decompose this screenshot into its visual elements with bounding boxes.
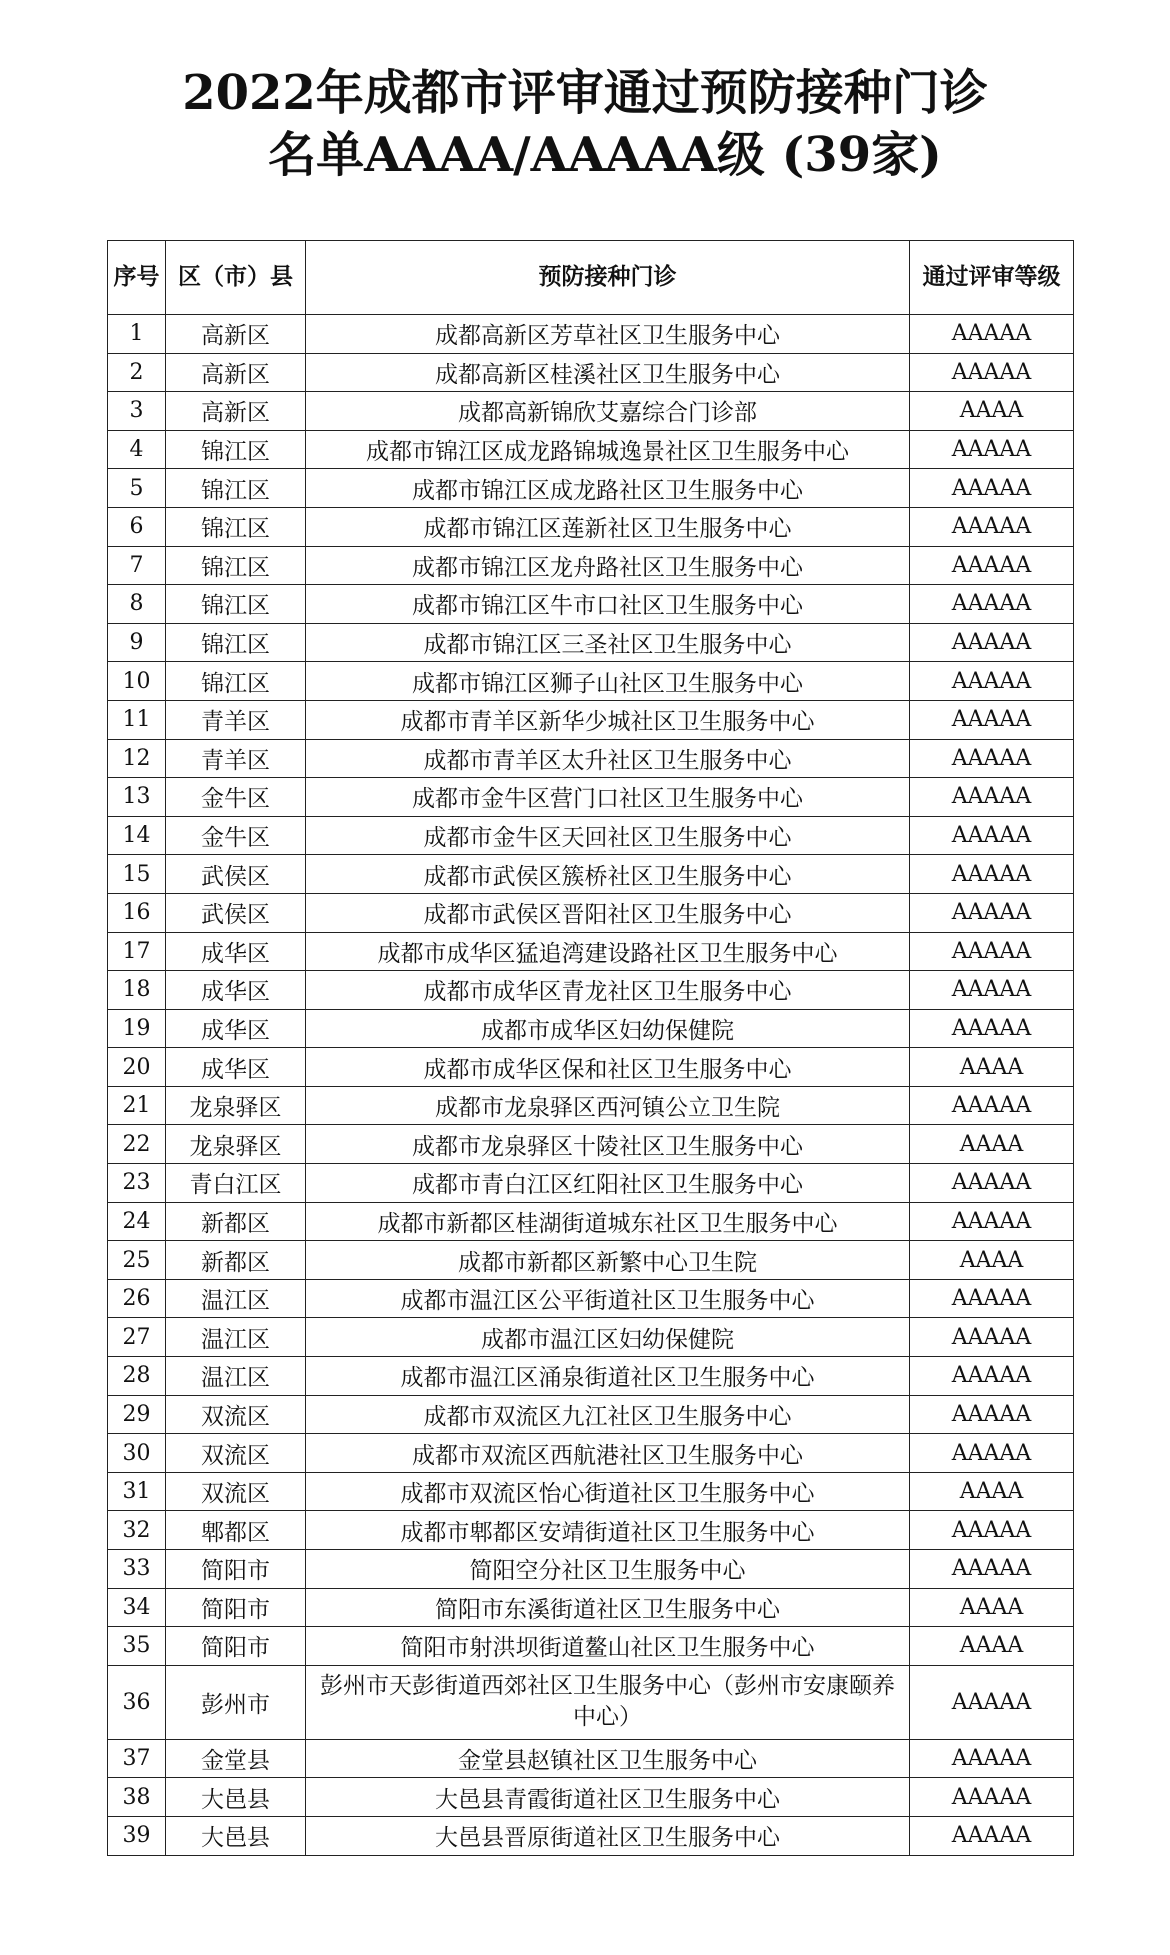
row-index: 5 xyxy=(108,469,166,508)
table-row xyxy=(108,1009,1074,1048)
row-index: 16 xyxy=(108,893,166,932)
row-clinic-name: 简阳空分社区卫生服务中心 xyxy=(306,1550,910,1589)
row-level: AAAAA xyxy=(910,1511,1074,1550)
row-index: 25 xyxy=(108,1241,166,1280)
header-index: 序号 xyxy=(108,241,166,315)
row-clinic-name: 成都市金牛区营门口社区卫生服务中心 xyxy=(306,778,910,817)
row-index: 1 xyxy=(108,315,166,354)
row-level: AAAAA xyxy=(910,430,1074,469)
row-level: AAAAA xyxy=(910,1778,1074,1817)
table-header-row xyxy=(108,241,1074,315)
row-index: 12 xyxy=(108,739,166,778)
row-level: AAAAA xyxy=(910,1279,1074,1318)
row-clinic-name: 成都市郫都区安靖街道社区卫生服务中心 xyxy=(306,1511,910,1550)
table-row xyxy=(108,430,1074,469)
table-row xyxy=(108,1318,1074,1357)
row-index: 14 xyxy=(108,816,166,855)
row-index: 20 xyxy=(108,1048,166,1087)
title-line-2: 名单AAAA/AAAAA级 (39家) xyxy=(268,127,942,183)
row-district: 成华区 xyxy=(166,1048,306,1087)
row-level: AAAAA xyxy=(910,1739,1074,1778)
row-level: AAAAA xyxy=(910,893,1074,932)
row-district: 成华区 xyxy=(166,932,306,971)
row-level: AAAAA xyxy=(910,353,1074,392)
row-district: 郫都区 xyxy=(166,1511,306,1550)
row-index: 8 xyxy=(108,585,166,624)
table-row xyxy=(108,1627,1074,1666)
table-row xyxy=(108,932,1074,971)
row-level: AAAAA xyxy=(910,315,1074,354)
row-district: 简阳市 xyxy=(166,1627,306,1666)
row-level: AAAAA xyxy=(910,1009,1074,1048)
row-level: AAAA xyxy=(910,1125,1074,1164)
row-clinic-name: 简阳市射洪坝街道鳌山社区卫生服务中心 xyxy=(306,1627,910,1666)
row-district: 温江区 xyxy=(166,1357,306,1396)
row-clinic-name: 成都市成华区保和社区卫生服务中心 xyxy=(306,1048,910,1087)
header-clinic: 预防接种门诊 xyxy=(306,241,910,315)
table-row xyxy=(108,353,1074,392)
row-level: AAAA xyxy=(910,1241,1074,1280)
row-level: AAAAA xyxy=(910,1202,1074,1241)
row-district: 锦江区 xyxy=(166,546,306,585)
row-index: 13 xyxy=(108,778,166,817)
row-district: 青白江区 xyxy=(166,1164,306,1203)
row-level: AAAAA xyxy=(910,1357,1074,1396)
row-level: AAAAA xyxy=(910,1164,1074,1203)
row-index: 27 xyxy=(108,1318,166,1357)
row-clinic-name: 成都高新区芳草社区卫生服务中心 xyxy=(306,315,910,354)
table-row xyxy=(108,1048,1074,1087)
table-row xyxy=(108,1665,1074,1739)
title-line-1: 2022年成都市评审通过预防接种门诊 xyxy=(182,65,988,121)
row-level: AAAA xyxy=(910,1048,1074,1087)
table-row xyxy=(108,1164,1074,1203)
table-row xyxy=(108,1279,1074,1318)
row-district: 温江区 xyxy=(166,1279,306,1318)
row-district: 龙泉驿区 xyxy=(166,1086,306,1125)
row-district: 大邑县 xyxy=(166,1778,306,1817)
row-clinic-name: 彭州市天彭街道西郊社区卫生服务中心（彭州市安康颐养中心） xyxy=(306,1665,910,1739)
row-district: 高新区 xyxy=(166,353,306,392)
row-index: 37 xyxy=(108,1739,166,1778)
table-row xyxy=(108,623,1074,662)
row-index: 22 xyxy=(108,1125,166,1164)
table-row xyxy=(108,971,1074,1010)
row-clinic-name: 成都市温江区涌泉街道社区卫生服务中心 xyxy=(306,1357,910,1396)
row-index: 6 xyxy=(108,507,166,546)
table-row xyxy=(108,1472,1074,1511)
row-clinic-name: 成都市锦江区牛市口社区卫生服务中心 xyxy=(306,585,910,624)
row-index: 35 xyxy=(108,1627,166,1666)
row-clinic-name: 成都市双流区九江社区卫生服务中心 xyxy=(306,1395,910,1434)
row-district: 大邑县 xyxy=(166,1816,306,1855)
row-district: 双流区 xyxy=(166,1434,306,1473)
row-district: 青羊区 xyxy=(166,700,306,739)
row-level: AAAAA xyxy=(910,739,1074,778)
row-index: 26 xyxy=(108,1279,166,1318)
row-district: 双流区 xyxy=(166,1395,306,1434)
row-district: 锦江区 xyxy=(166,662,306,701)
row-clinic-name: 成都市锦江区莲新社区卫生服务中心 xyxy=(306,507,910,546)
header-level: 通过评审等级 xyxy=(910,241,1074,315)
row-level: AAAAA xyxy=(910,469,1074,508)
row-level: AAAAA xyxy=(910,778,1074,817)
row-index: 30 xyxy=(108,1434,166,1473)
table-row xyxy=(108,662,1074,701)
row-clinic-name: 成都市成华区青龙社区卫生服务中心 xyxy=(306,971,910,1010)
table-row xyxy=(108,1125,1074,1164)
row-district: 简阳市 xyxy=(166,1588,306,1627)
row-clinic-name: 成都市龙泉驿区西河镇公立卫生院 xyxy=(306,1086,910,1125)
row-district: 简阳市 xyxy=(166,1550,306,1589)
table-row xyxy=(108,1241,1074,1280)
row-index: 31 xyxy=(108,1472,166,1511)
row-index: 33 xyxy=(108,1550,166,1589)
table-row xyxy=(108,1511,1074,1550)
row-level: AAAAA xyxy=(910,1395,1074,1434)
row-level: AAAAA xyxy=(910,546,1074,585)
table-row xyxy=(108,392,1074,431)
row-clinic-name: 成都市温江区公平街道社区卫生服务中心 xyxy=(306,1279,910,1318)
row-district: 锦江区 xyxy=(166,585,306,624)
row-index: 11 xyxy=(108,700,166,739)
row-clinic-name: 成都市青羊区新华少城社区卫生服务中心 xyxy=(306,700,910,739)
row-index: 21 xyxy=(108,1086,166,1125)
row-district: 金牛区 xyxy=(166,778,306,817)
row-clinic-name: 成都市双流区西航港社区卫生服务中心 xyxy=(306,1434,910,1473)
row-level: AAAAA xyxy=(910,1086,1074,1125)
table-row xyxy=(108,1395,1074,1434)
row-district: 锦江区 xyxy=(166,430,306,469)
row-clinic-name: 大邑县晋原街道社区卫生服务中心 xyxy=(306,1816,910,1855)
table-row xyxy=(108,1778,1074,1817)
row-district: 金堂县 xyxy=(166,1739,306,1778)
row-level: AAAA xyxy=(910,1627,1074,1666)
row-index: 29 xyxy=(108,1395,166,1434)
row-district: 温江区 xyxy=(166,1318,306,1357)
row-district: 金牛区 xyxy=(166,816,306,855)
row-clinic-name: 成都市锦江区狮子山社区卫生服务中心 xyxy=(306,662,910,701)
table-row xyxy=(108,1086,1074,1125)
row-clinic-name: 成都市龙泉驿区十陵社区卫生服务中心 xyxy=(306,1125,910,1164)
row-index: 39 xyxy=(108,1816,166,1855)
row-clinic-name: 成都市锦江区成龙路锦城逸景社区卫生服务中心 xyxy=(306,430,910,469)
row-level: AAAAA xyxy=(910,1665,1074,1739)
row-level: AAAAA xyxy=(910,932,1074,971)
row-district: 龙泉驿区 xyxy=(166,1125,306,1164)
row-clinic-name: 成都市锦江区成龙路社区卫生服务中心 xyxy=(306,469,910,508)
row-district: 锦江区 xyxy=(166,623,306,662)
row-district: 彭州市 xyxy=(166,1665,306,1739)
row-level: AAAAA xyxy=(910,585,1074,624)
row-level: AAAAA xyxy=(910,1816,1074,1855)
table-row xyxy=(108,1816,1074,1855)
row-clinic-name: 成都市武侯区簇桥社区卫生服务中心 xyxy=(306,855,910,894)
row-clinic-name: 成都市青羊区太升社区卫生服务中心 xyxy=(306,739,910,778)
row-level: AAAAA xyxy=(910,507,1074,546)
row-level: AAAAA xyxy=(910,662,1074,701)
table-row xyxy=(108,816,1074,855)
row-clinic-name: 成都市双流区怡心街道社区卫生服务中心 xyxy=(306,1472,910,1511)
table-row xyxy=(108,1588,1074,1627)
row-index: 19 xyxy=(108,1009,166,1048)
row-district: 双流区 xyxy=(166,1472,306,1511)
row-level: AAAA xyxy=(910,1588,1074,1627)
clinic-list-table xyxy=(107,240,1074,1856)
table-row xyxy=(108,855,1074,894)
row-district: 高新区 xyxy=(166,315,306,354)
table-row xyxy=(108,1357,1074,1396)
row-district: 高新区 xyxy=(166,392,306,431)
row-clinic-name: 成都市新都区桂湖街道城东社区卫生服务中心 xyxy=(306,1202,910,1241)
row-district: 锦江区 xyxy=(166,507,306,546)
row-level: AAAAA xyxy=(910,816,1074,855)
row-index: 3 xyxy=(108,392,166,431)
table-row xyxy=(108,1550,1074,1589)
row-level: AAAAA xyxy=(910,1318,1074,1357)
row-district: 新都区 xyxy=(166,1241,306,1280)
table-row xyxy=(108,1434,1074,1473)
table-row xyxy=(108,507,1074,546)
row-district: 武侯区 xyxy=(166,893,306,932)
row-district: 新都区 xyxy=(166,1202,306,1241)
row-index: 4 xyxy=(108,430,166,469)
row-index: 17 xyxy=(108,932,166,971)
row-district: 锦江区 xyxy=(166,469,306,508)
row-index: 38 xyxy=(108,1778,166,1817)
table-row xyxy=(108,585,1074,624)
row-clinic-name: 成都市新都区新繁中心卫生院 xyxy=(306,1241,910,1280)
row-level: AAAAA xyxy=(910,855,1074,894)
row-index: 9 xyxy=(108,623,166,662)
row-index: 2 xyxy=(108,353,166,392)
table-row xyxy=(108,1739,1074,1778)
document-title xyxy=(0,62,1170,186)
table-row xyxy=(108,700,1074,739)
table-row xyxy=(108,546,1074,585)
row-clinic-name: 成都高新锦欣艾嘉综合门诊部 xyxy=(306,392,910,431)
row-clinic-name: 成都市锦江区龙舟路社区卫生服务中心 xyxy=(306,546,910,585)
row-level: AAAA xyxy=(910,392,1074,431)
table-row xyxy=(108,778,1074,817)
row-index: 34 xyxy=(108,1588,166,1627)
table-row xyxy=(108,1202,1074,1241)
row-index: 36 xyxy=(108,1665,166,1739)
table-body xyxy=(108,315,1074,1856)
header-district: 区（市）县 xyxy=(166,241,306,315)
row-clinic-name: 成都市成华区妇幼保健院 xyxy=(306,1009,910,1048)
row-level: AAAAA xyxy=(910,1434,1074,1473)
row-level: AAAAA xyxy=(910,1550,1074,1589)
row-level: AAAA xyxy=(910,1472,1074,1511)
table-row xyxy=(108,739,1074,778)
table-row xyxy=(108,315,1074,354)
row-index: 18 xyxy=(108,971,166,1010)
table-row xyxy=(108,469,1074,508)
row-clinic-name: 成都市锦江区三圣社区卫生服务中心 xyxy=(306,623,910,662)
row-index: 28 xyxy=(108,1357,166,1396)
row-index: 10 xyxy=(108,662,166,701)
row-district: 青羊区 xyxy=(166,739,306,778)
row-clinic-name: 简阳市东溪街道社区卫生服务中心 xyxy=(306,1588,910,1627)
row-clinic-name: 成都市成华区猛追湾建设路社区卫生服务中心 xyxy=(306,932,910,971)
row-index: 23 xyxy=(108,1164,166,1203)
row-clinic-name: 大邑县青霞街道社区卫生服务中心 xyxy=(306,1778,910,1817)
row-index: 32 xyxy=(108,1511,166,1550)
row-district: 成华区 xyxy=(166,1009,306,1048)
row-level: AAAAA xyxy=(910,971,1074,1010)
table-row xyxy=(108,893,1074,932)
row-level: AAAAA xyxy=(910,623,1074,662)
row-index: 24 xyxy=(108,1202,166,1241)
row-index: 7 xyxy=(108,546,166,585)
row-clinic-name: 成都市武侯区晋阳社区卫生服务中心 xyxy=(306,893,910,932)
row-clinic-name: 成都市青白江区红阳社区卫生服务中心 xyxy=(306,1164,910,1203)
row-district: 成华区 xyxy=(166,971,306,1010)
row-district: 武侯区 xyxy=(166,855,306,894)
row-clinic-name: 成都市温江区妇幼保健院 xyxy=(306,1318,910,1357)
row-clinic-name: 成都市金牛区天回社区卫生服务中心 xyxy=(306,816,910,855)
row-index: 15 xyxy=(108,855,166,894)
row-level: AAAAA xyxy=(910,700,1074,739)
row-clinic-name: 成都高新区桂溪社区卫生服务中心 xyxy=(306,353,910,392)
row-clinic-name: 金堂县赵镇社区卫生服务中心 xyxy=(306,1739,910,1778)
